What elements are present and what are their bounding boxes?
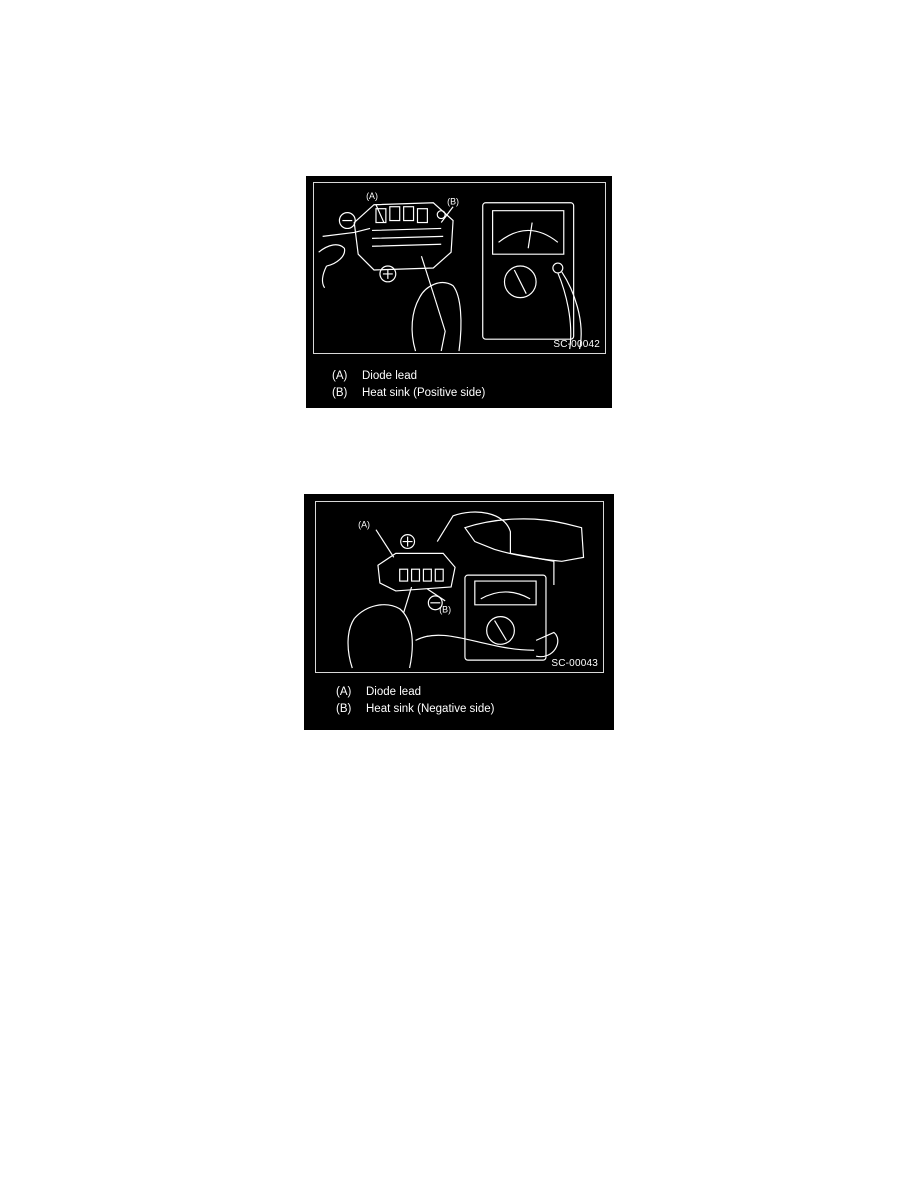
legend-text: Diode lead: [366, 686, 421, 698]
figure-code: SC-00043: [551, 658, 598, 669]
callout-a-label: (A): [366, 190, 378, 201]
legend-text: Heat sink (Positive side): [362, 387, 486, 399]
illustration-frame: [315, 501, 604, 673]
figure-legend: [332, 368, 485, 402]
illustration-multimeter-positive-heat-sink: [314, 183, 605, 353]
figure-diode-negative-test: [304, 494, 614, 730]
legend-item: [332, 385, 485, 402]
figure-diode-positive-test: [306, 176, 612, 408]
legend-key: (B): [332, 387, 348, 399]
illustration-frame: [313, 182, 606, 354]
figure-legend: [336, 684, 494, 718]
illustration-multimeter-negative-heat-sink: [316, 502, 603, 672]
callout-b-label: (B): [447, 196, 459, 207]
legend-key: (B): [336, 703, 352, 715]
legend-text: Diode lead: [362, 370, 417, 382]
legend-text: Heat sink (Negative side): [366, 703, 495, 715]
figure-code: SC-00042: [553, 339, 600, 350]
legend-key: (A): [332, 370, 348, 382]
callout-a-label: (A): [358, 519, 371, 530]
legend-item: [336, 701, 494, 718]
legend-item: [332, 368, 485, 385]
legend-item: [336, 684, 494, 701]
legend-key: (A): [336, 686, 352, 698]
callout-b-label: (B): [439, 604, 452, 615]
